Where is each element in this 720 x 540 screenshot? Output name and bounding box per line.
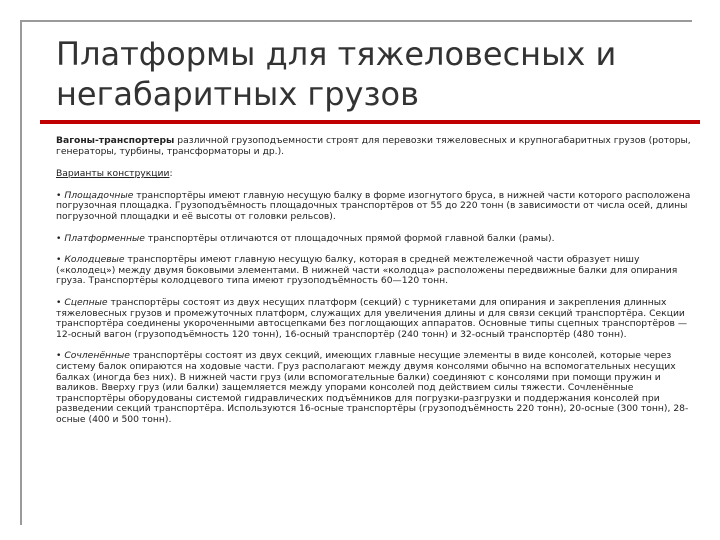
title-accent-bar [40, 120, 700, 124]
variants-colon: : [169, 168, 173, 180]
list-item [56, 255, 698, 287]
item-text: транспортёры состоят из двух секций, имеющих главные несущие элементы в виде консолей, которые через систему балок опираются на ходовые части. Груз располагают между двумя консолями обычно на вспомогательных несущих балках (иногда без них). В нижней части груз (или вспомогательные балки) соединяют с консолями при помощи пружин и валиков. Вверху груз (или балки) защемляется между упорами консолей под действием силы тяжести. Сочленённые транспортёры оборудованы системой гидравлических подъёмников для погрузки-разгрузки и поддержания консолей при разведении секций транспортёра. Используются 16-осные транспортёры (грузоподъёмность 220 тонн), 20-осные (300 тонн), 28-осные (400 и 500 тонн). [56, 350, 689, 425]
item-term: Платформенные [64, 232, 145, 244]
item-text: транспортёры имеют главную несущую балку в форме изогнутого бруса, в нижней части которого расположена погрузочная площадка. Грузоподъёмность площадочных транспортёров от 55 до 220 тонн (в зависимости от числа осей, длины погрузочной площадки и её высоты от головки рельсов). [56, 189, 691, 222]
slide-frame-top-line [20, 20, 692, 22]
item-term: Сочленённые [64, 350, 130, 362]
item-term: Колодцевые [64, 254, 125, 266]
item-text: транспортёры состоят из двух несущих платформ (секций) с турникетами для опирания и закрепления длинных тяжеловесных грузов и промежуточных платформ, служащих для увеличения длины и для связи секций транспортёра. Секции транспортёра соединены укороченными автосцепками без поглощающих аппаратов. Основные типы сцепных транспортёров — 12-осный вагон (грузоподъёмность 120 тонн), 16-осный транспортёр (240 тонн) и 32-осный транспортёр (480 тонн). [56, 296, 688, 340]
item-term: Сцепные [64, 296, 108, 308]
bullet: • [56, 189, 65, 201]
slide-title: Платформы для тяжеловесных и негабаритных грузов [56, 35, 617, 113]
bullet: • [56, 254, 65, 266]
bullet: • [56, 232, 65, 244]
slide-body [56, 136, 698, 436]
item-text: транспортёры имеют главную несущую балку, которая в средней межтележечной части образует нишу («колодец») между двумя боковыми элементами. В нижней части «колодца» расположены передвижные балки для опирания груза. Транспортёры колодцевого типа имеют грузоподъёмность 60—120 тонн. [56, 254, 678, 287]
item-text: транспортёры отличаются от площадочных прямой формой главной балки (рамы). [144, 232, 555, 244]
variants-heading-line [56, 169, 698, 180]
intro-term: Вагоны-транспортеры [56, 135, 175, 146]
list-item [56, 191, 698, 223]
item-term: Площадочные [64, 189, 134, 201]
bullet: • [56, 350, 65, 362]
bullet: • [56, 296, 65, 308]
list-item [56, 351, 698, 425]
slide-frame-left-line [20, 20, 22, 525]
intro-text: различной грузоподъемности строят для перевозки тяжеловесных и крупногабаритных грузов (роторы, генераторы, турбины, трансформаторы и др.). [56, 135, 691, 157]
list-item [56, 234, 698, 245]
list-item [56, 298, 698, 340]
intro-paragraph [56, 136, 698, 157]
variants-heading: Варианты конструкции [56, 168, 170, 180]
